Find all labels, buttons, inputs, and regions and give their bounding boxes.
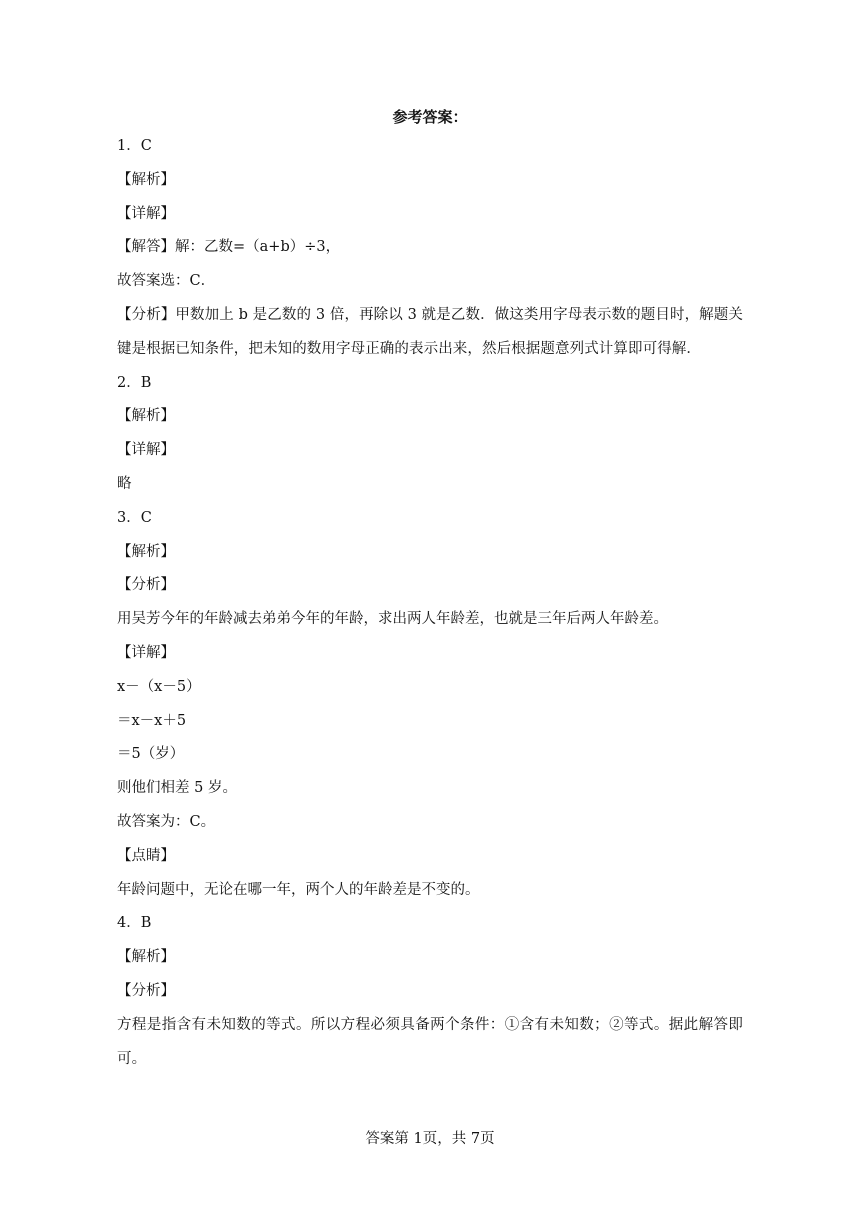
answer-number: 1．C [117,138,152,154]
answer-block-1 [117,130,743,367]
conclusion-text: 故答案为：C。 [117,813,216,830]
result-text: 则他们相差 5 岁。 [117,780,237,797]
answer-block-4 [117,907,743,1076]
fenxi-label: 【分析】 [117,982,175,999]
answer-content [117,130,743,1076]
fenxi-text: 方程是指含有未知数的等式。所以方程必须具备两个条件：①含有未知数；②等式。据此解答即可。 [117,1016,743,1067]
page-title: 参考答案： [392,108,468,126]
dianjing-label: 【点睛】 [117,847,175,864]
answer-number: 4．B [117,915,152,932]
analysis-label: 【解析】 [117,408,175,425]
detail-label: 【详解】 [117,644,175,661]
answer-block-2 [117,367,743,502]
analysis-label: 【解析】 [117,543,175,560]
fenxi-label: 【分析】 [117,577,175,594]
detail-label: 【详解】 [117,442,175,459]
answer-number: 2．B [117,374,152,391]
conclusion-text: 故答案选：C． [117,273,216,290]
analysis-label: 【解析】 [117,949,175,966]
page-footer: 答案第 1页，共 7页 [365,1131,495,1147]
detail-text: 略 [117,475,132,492]
dianjing-text: 年龄问题中，无论在哪一年，两个人的年龄差是不变的。 [117,881,480,898]
detail-label: 【详解】 [117,205,175,222]
calculation-step: x－（x－5） [117,678,201,695]
calculation-step: ＝x－x＋5 [117,712,187,729]
answer-number: 3．C [117,509,152,526]
answer-block-3 [117,502,743,908]
calculation-step: ＝5（岁） [117,746,185,763]
analysis-label: 【解析】 [117,171,175,188]
fenxi-text: 用吴芳今年的年龄减去弟弟今年的年龄，求出两人年龄差，也就是三年后两人年龄差。 [117,611,668,628]
explanation-text: 【分析】甲数加上 b 是乙数的 3 倍，再除以 3 就是乙数．做这类用字母表示数的题目时，解题关键是根据已知条件，把未知的数用字母正确的表示出来，然后根据题意列式计算即可得解． [117,306,743,357]
solution-text: 【解答】解：乙数=（a+b）÷3， [117,239,341,256]
